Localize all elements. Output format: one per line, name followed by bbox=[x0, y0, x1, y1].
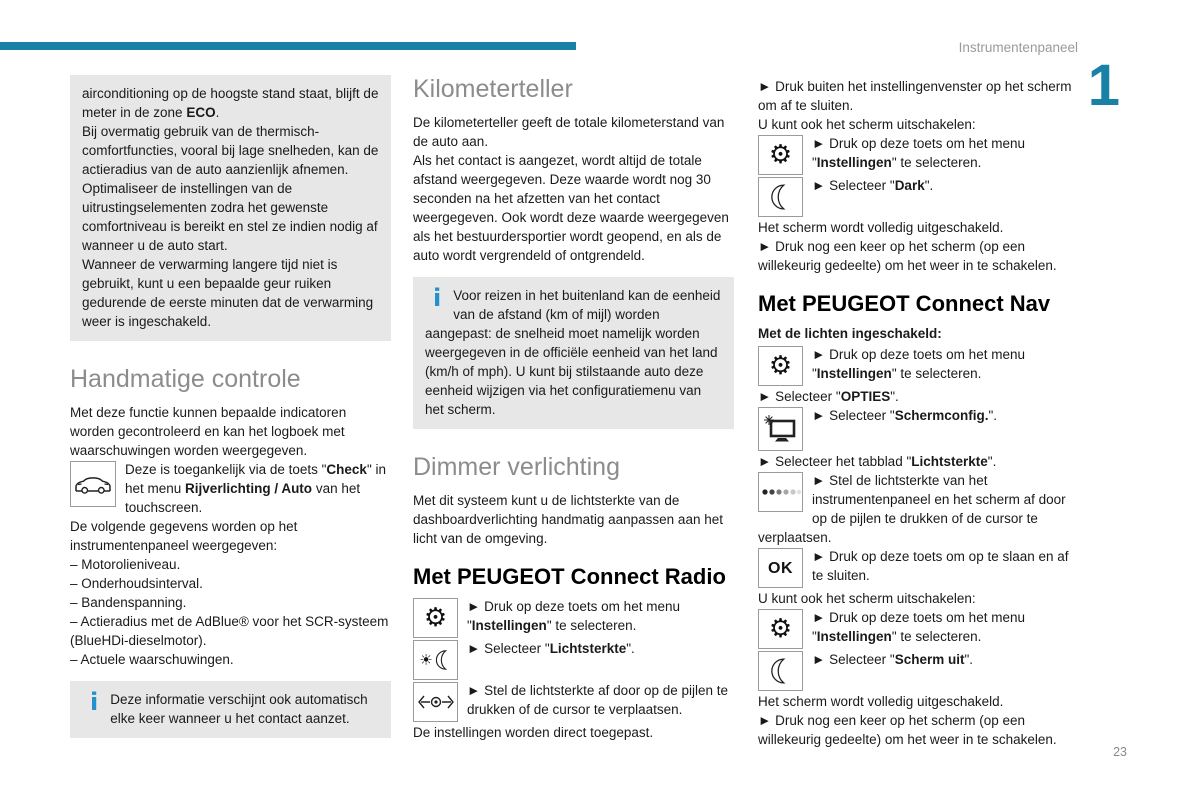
header-accent-bar bbox=[0, 42, 576, 50]
note-paragraph: Bij overmatig gebruik van de thermisch-comfortfuncties, vooral bij lage snelheden, kan de actieradius van de auto aanzienlijk afnemen. bbox=[82, 124, 379, 177]
gear-icon: ⚙ bbox=[423, 603, 448, 633]
section-heading-dimmer-verlichting: Dimmer verlichting bbox=[413, 453, 620, 481]
info-text: Voor reizen in het buitenland kan de eenheid van de afstand (km of mijl) worden aangepast: de snelheid moet namelijk worden weergegeven in de officiële eenheid van het land (km/h of mph). U kunt bij stilstaande auto deze eenheid wijzigen via het configuratiemenu van het scherm. bbox=[425, 288, 721, 417]
subsection-heading-connect-radio: Met PEUGEOT Connect Radio bbox=[413, 564, 726, 589]
cursor-button-illustration bbox=[413, 682, 458, 722]
list-item: – Actieradius met de AdBlue® voor het SCR-systeem (BlueHDi-dieselmotor). bbox=[70, 614, 389, 648]
paragraph: De kilometerteller geeft de totale kilometerstand van de auto aan. bbox=[413, 115, 725, 149]
gear-icon: ⚙ bbox=[768, 140, 793, 170]
settings-instruction-row: ⚙ ► Druk op deze toets om het menu "Instellingen" te selecteren. bbox=[758, 134, 1079, 172]
sun-icon: ☀ bbox=[419, 650, 433, 669]
paragraph: ► Selecteer "OPTIES". bbox=[758, 389, 899, 404]
brightness-button-illustration bbox=[413, 640, 458, 680]
settings-instruction-row: ⚙ ► Druk op deze toets om het menu "Instellingen" te selecteren. bbox=[758, 608, 1079, 646]
paragraph: Het scherm wordt volledig uitgeschakeld. bbox=[758, 694, 1004, 709]
section-heading-handmatige-controle: Handmatige controle bbox=[70, 365, 301, 393]
moon-icon bbox=[770, 183, 792, 211]
gear-icon: ⚙ bbox=[768, 614, 793, 644]
paragraph: ► Selecteer het tabblad "Lichtsterkte". bbox=[758, 454, 997, 469]
note-paragraph: airconditioning op de hoogste stand staat, blijft de meter in de zone ECO. bbox=[82, 86, 379, 120]
bold-lead-line: Met de lichten ingeschakeld: bbox=[758, 326, 942, 341]
section-heading-kilometerteller: Kilometerteller bbox=[413, 75, 573, 103]
list-item: – Actuele waarschuwingen. bbox=[70, 652, 234, 667]
paragraph: De instellingen worden direct toegepast. bbox=[413, 725, 654, 740]
subsection-heading-connect-nav: Met PEUGEOT Connect Nav bbox=[758, 291, 1051, 316]
info-box bbox=[70, 681, 391, 738]
cursor-arrows-icon bbox=[417, 694, 455, 710]
check-instruction-row: Deze is toegankelijk via de toets "Check" in het menu Rijverlichting / Auto van het touchscreen. bbox=[70, 460, 391, 517]
paragraph: De volgende gegevens worden op het instrumentenpaneel weergegeven: bbox=[70, 519, 298, 553]
gear-icon: ⚙ bbox=[768, 351, 793, 381]
note-paragraph: Optimaliseer de instellingen van de uitrustingselementen zodra het gewenste comfortniveau is bereikt en stel ze indien nodig af wanneer u de auto start. bbox=[82, 181, 378, 253]
cursor-instruction-row: ► Stel de lichtsterkte af door op de pijlen te drukken of de cursor te verplaatsen. bbox=[413, 681, 734, 719]
column-middle bbox=[413, 75, 734, 742]
settings-button-illustration bbox=[758, 135, 803, 175]
settings-instruction-row: ⚙ ► Druk op deze toets om het menu "Instellingen" te selecteren. bbox=[413, 597, 734, 635]
paragraph: Het scherm wordt volledig uitgeschakeld. bbox=[758, 220, 1004, 235]
paragraph: Met dit systeem kunt u de lichtsterkte van de dashboardverlichting handmatig aanpassen aan het licht van de omgeving. bbox=[413, 493, 723, 546]
info-icon: i bbox=[433, 284, 442, 312]
paragraph: ► Druk nog een keer op het scherm (op een willekeurig gedeelte) om het weer in te schakelen. bbox=[758, 713, 1057, 747]
paragraph: ► Druk buiten het instellingenvenster op het scherm om af te sluiten. bbox=[758, 79, 1072, 113]
settings-button-illustration bbox=[758, 609, 803, 649]
page-number: 23 bbox=[1113, 745, 1127, 759]
moon-icon bbox=[435, 649, 452, 671]
column-right bbox=[758, 77, 1079, 749]
brightness-instruction-row: ☀ ► Selecteer "Lichtsterkte". bbox=[413, 639, 734, 658]
paragraph: Met deze functie kunnen bepaalde indicatoren worden gecontroleerd en kan het logboek met waarschuwingen worden weergegeven. bbox=[70, 405, 347, 458]
info-box bbox=[413, 277, 734, 429]
monitor-config-icon bbox=[763, 414, 799, 444]
info-text: Deze informatie verschijnt ook automatisch elke keer wanneer u het contact aanzet. bbox=[110, 692, 368, 726]
ok-instruction-row: OK ► Druk op deze toets om op te slaan en af te sluiten. bbox=[758, 547, 1079, 585]
schermconfig-instruction-row: ► Selecteer "Schermconfig.". bbox=[758, 406, 1079, 425]
info-icon: i bbox=[90, 688, 99, 716]
car-icon bbox=[73, 471, 113, 497]
paragraph: U kunt ook het scherm uitschakelen: bbox=[758, 591, 976, 606]
dark-button-illustration bbox=[758, 177, 803, 217]
screen-config-button-illustration bbox=[758, 407, 803, 451]
list-item: – Onderhoudsinterval. bbox=[70, 576, 203, 591]
screen-off-button-illustration bbox=[758, 651, 803, 691]
note-paragraph: Wanneer de verwarming langere tijd niet is gebruikt, kunt u een bepaalde geur ruiken gedurende de eerste minuten dat de verwarming weer is ingeschakeld. bbox=[82, 257, 374, 329]
check-button-illustration bbox=[70, 461, 116, 507]
chapter-number: 1 bbox=[1087, 53, 1120, 118]
list-item: – Motorolieniveau. bbox=[70, 557, 181, 572]
paragraph: U kunt ook het scherm uitschakelen: bbox=[758, 117, 976, 132]
paragraph: Als het contact is aangezet, wordt altijd de totale afstand weergegeven. Deze waarde wordt nog 30 seconden na het afzetten van het contact weergegeven. Ook wordt deze waarde weergegeven als het bestuurdersportier wordt geopend, en als de auto wordt vergrendeld of ontgrendeld. bbox=[413, 153, 729, 263]
moon-icon bbox=[770, 657, 792, 685]
settings-button-illustration bbox=[758, 346, 803, 386]
ok-key-icon: OK bbox=[768, 559, 793, 577]
dark-instruction-row: ► Selecteer "Dark". bbox=[758, 176, 1079, 195]
brightness-dots-icon bbox=[761, 488, 801, 496]
eco-note-box bbox=[70, 75, 391, 341]
paragraph: ► Druk nog een keer op het scherm (op een willekeurig gedeelte) om het weer in te schakelen. bbox=[758, 239, 1057, 273]
running-head: Instrumentenpaneel bbox=[958, 40, 1078, 55]
scherm-uit-instruction-row: ► Selecteer "Scherm uit". bbox=[758, 650, 1079, 669]
settings-instruction-row: ⚙ ► Druk op deze toets om het menu "Instellingen" te selecteren. bbox=[758, 345, 1079, 383]
brightness-level-button-illustration bbox=[758, 472, 803, 512]
column-left bbox=[70, 75, 391, 738]
dots-instruction-row: ► Stel de lichtsterkte van het instrumentenpaneel en het scherm af door op de pijlen te drukken of de cursor te verplaatsen. bbox=[758, 473, 1066, 545]
list-item: – Bandenspanning. bbox=[70, 595, 187, 610]
settings-button-illustration bbox=[413, 598, 458, 638]
ok-button-illustration bbox=[758, 548, 803, 588]
